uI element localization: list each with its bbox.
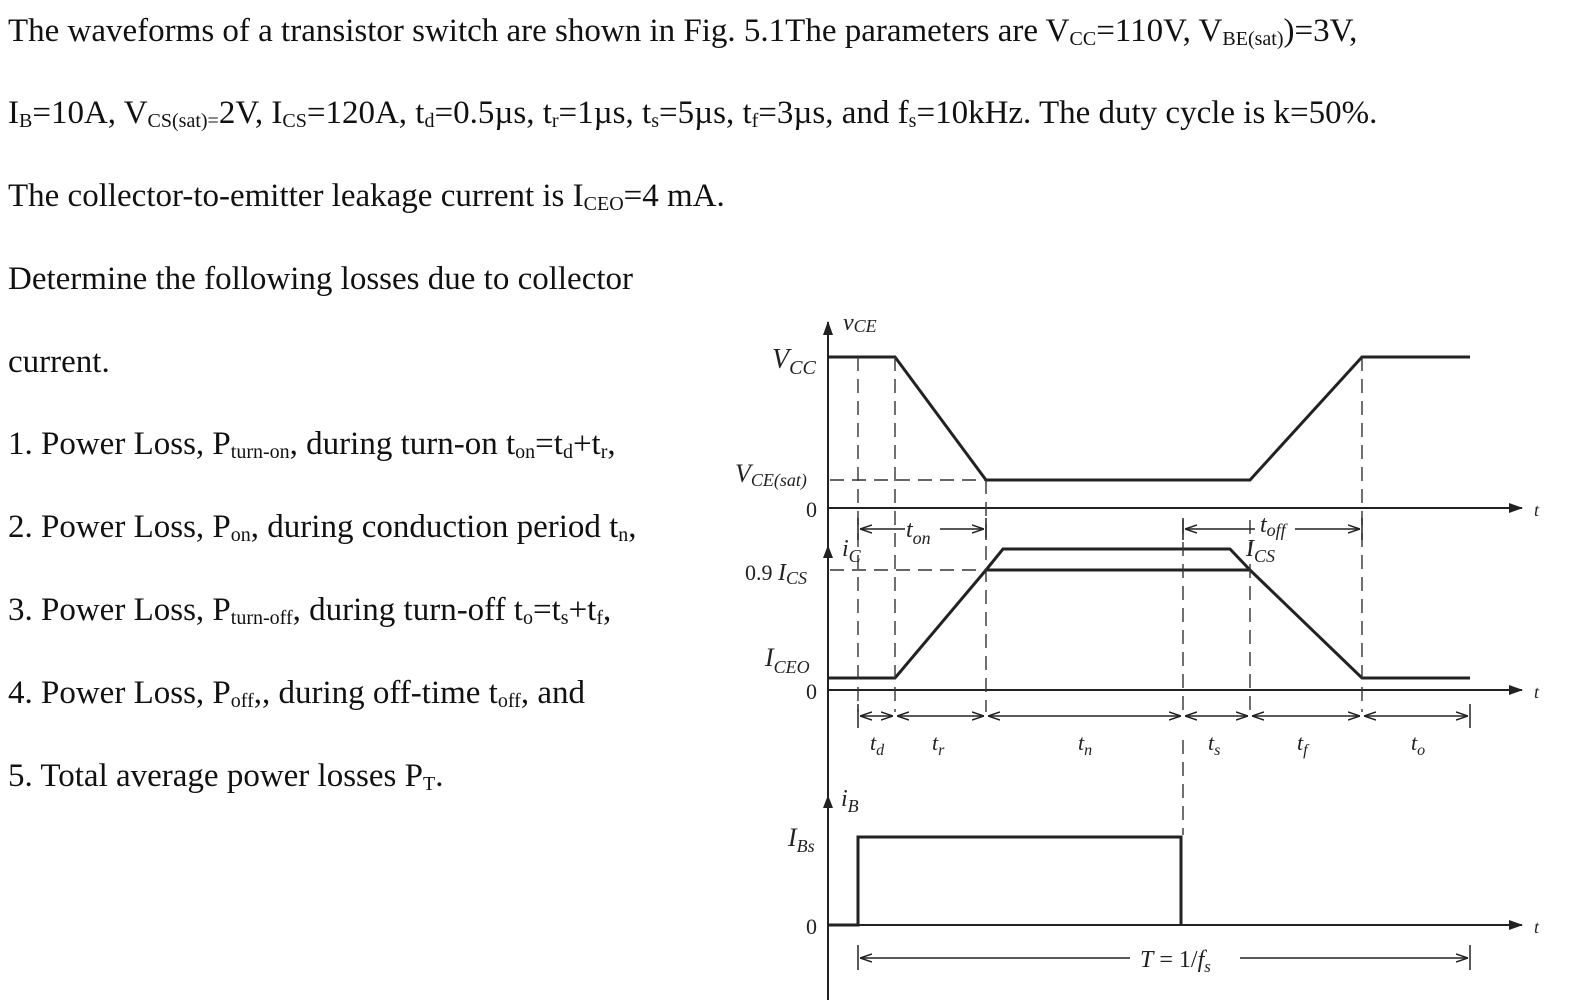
ts-label: $t_s$ — [1208, 730, 1221, 759]
iceo-label: $I_{CEO}$ — [765, 643, 810, 677]
to-label: $t_o$ — [1411, 730, 1426, 759]
question-4: 4. Power Loss, $P_{off}$,, during off-time $t_{off}$, and — [8, 675, 585, 712]
vce-waveform — [828, 357, 1470, 480]
ic-axis-arrow — [823, 545, 833, 558]
ic-waveform — [828, 570, 1470, 678]
question-1: 1. Power Loss, $P_{turn-on}$, during turn-on $t_{on}=t_d+t_r$, — [8, 426, 616, 463]
ib-axis-label: $i_B$ — [841, 786, 859, 816]
tf-label: $t_f$ — [1297, 730, 1308, 759]
question-5: 5. Total average power losses $P_T$. — [8, 758, 444, 795]
problem-line-4: Determine the following losses due to collector — [8, 261, 634, 297]
period-label: $T = 1/f_s$ — [1140, 947, 1211, 976]
toff-label: toff — [1260, 512, 1286, 540]
vce-zero-label: 0 — [806, 497, 817, 522]
vce-axis-label: vCE — [843, 310, 877, 336]
question-2: 2. Power Loss, $P_{on}$, during conduction period $t_n$, — [8, 509, 637, 546]
ib-zero-label: 0 — [806, 914, 817, 939]
ic-waveform-upper — [986, 549, 1250, 570]
ic-zero-label: 0 — [806, 679, 817, 704]
ton-label: $t_{on}$ — [906, 517, 931, 548]
vcesat-label: VCE(sat) — [735, 459, 807, 490]
td-label: $t_d$ — [870, 730, 885, 759]
ibs-label: $I_{Bs}$ — [788, 823, 815, 856]
ib-t-label: t — [1534, 917, 1540, 937]
ics09-label: 0.9 ICS — [745, 560, 808, 588]
question-3: 3. Power Loss, $P_{turn-off}$, during turn-off $t_o=t_s+t_f$, — [8, 592, 612, 629]
tn-label: $t_n$ — [1078, 730, 1093, 759]
ic-axis-label: $i_C$ — [842, 536, 861, 566]
ics-label: $I_{CS}$ — [1246, 536, 1276, 566]
interval-dimensions — [858, 704, 1470, 728]
vcc-label: $V_{CC}$ — [772, 344, 816, 379]
problem-line-3: The collector-to-emitter leakage current is $I_{CEO}=4$ mA. — [8, 178, 725, 215]
problem-line-5: current. — [8, 344, 110, 380]
tr-label: $t_r$ — [932, 730, 945, 759]
vce-t-label: t — [1534, 500, 1540, 520]
ib-waveform — [828, 837, 1181, 925]
dashed-guides — [830, 357, 1362, 835]
ic-t-label: t — [1534, 682, 1540, 702]
problem-line-1: The waveforms of a transistor switch are shown in Fig. 5.1The parameters are $V_{CC}=110V$, $V_{BE(sat)})=3V$, — [8, 13, 1358, 50]
problem-line-2: $I_B=10A$, $V_{CS(sat)=}2V$, $I_{CS}=120A$, $t_d=0.5\mu s$, $t_r=1\mu s$, $t_s=5\mu s$, $t_f=3\mu s$, and $f_s=10kHz$. The duty cycle is k=50%. — [8, 95, 1378, 132]
ib-axis-arrow — [823, 795, 833, 808]
